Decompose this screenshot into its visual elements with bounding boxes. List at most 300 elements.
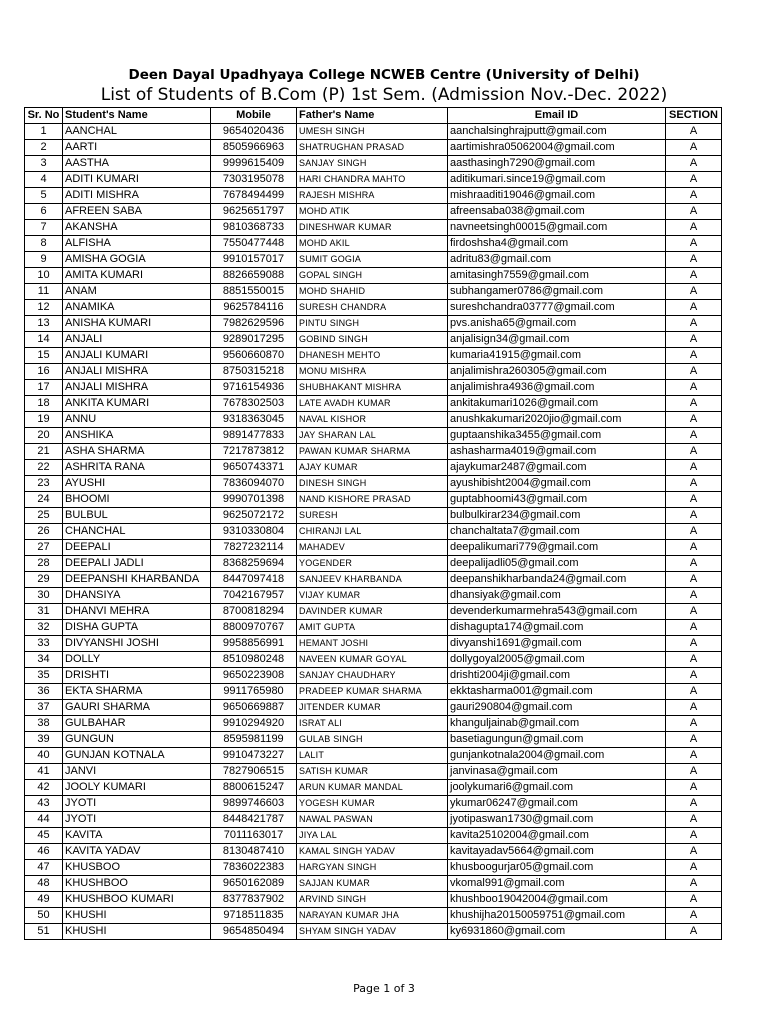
cell-section: A xyxy=(666,204,722,220)
cell-section: A xyxy=(666,284,722,300)
cell-father-name: MAHADEV xyxy=(297,540,448,556)
table-row xyxy=(25,396,722,412)
cell-father-name: SANJAY CHAUDHARY xyxy=(297,668,448,684)
cell-email: dishagupta174@gmail.com xyxy=(448,620,666,636)
cell-section: A xyxy=(666,460,722,476)
header-section: SECTION xyxy=(666,108,722,124)
cell-father-name: SANJEEV KHARBANDA xyxy=(297,572,448,588)
cell-sr-no: 27 xyxy=(25,540,63,556)
cell-email: anjalisign34@gmail.com xyxy=(448,332,666,348)
cell-father-name: NAND KISHORE PRASAD xyxy=(297,492,448,508)
cell-student-name: ANNU xyxy=(63,412,211,428)
cell-email: vkomal991@gmail.com xyxy=(448,876,666,892)
cell-mobile: 9650223908 xyxy=(211,668,297,684)
cell-section: A xyxy=(666,652,722,668)
cell-email: anushkakumari2020jio@gmail.com xyxy=(448,412,666,428)
cell-sr-no: 24 xyxy=(25,492,63,508)
cell-student-name: AFREEN SABA xyxy=(63,204,211,220)
cell-email: amitasingh7559@gmail.com xyxy=(448,268,666,284)
cell-father-name: SAJJAN KUMAR xyxy=(297,876,448,892)
cell-mobile: 8505966963 xyxy=(211,140,297,156)
cell-mobile: 7678494499 xyxy=(211,188,297,204)
cell-email: ankitakumari1026@gmail.com xyxy=(448,396,666,412)
cell-mobile: 9999615409 xyxy=(211,156,297,172)
cell-email: khusboogurjar05@gmail.com xyxy=(448,860,666,876)
cell-email: drishti2004ji@gmail.com xyxy=(448,668,666,684)
cell-student-name: AMITA KUMARI xyxy=(63,268,211,284)
cell-mobile: 8851550015 xyxy=(211,284,297,300)
cell-mobile: 7042167957 xyxy=(211,588,297,604)
cell-father-name: NAVEEN KUMAR GOYAL xyxy=(297,652,448,668)
cell-father-name: SANJAY SINGH xyxy=(297,156,448,172)
cell-student-name: KHUSBOO xyxy=(63,860,211,876)
cell-student-name: BHOOMI xyxy=(63,492,211,508)
cell-section: A xyxy=(666,700,722,716)
table-row xyxy=(25,460,722,476)
cell-father-name: KAMAL SINGH YADAV xyxy=(297,844,448,860)
cell-section: A xyxy=(666,588,722,604)
cell-student-name: KHUSHBOO xyxy=(63,876,211,892)
cell-section: A xyxy=(666,636,722,652)
cell-sr-no: 10 xyxy=(25,268,63,284)
cell-student-name: AARTI xyxy=(63,140,211,156)
cell-sr-no: 25 xyxy=(25,508,63,524)
cell-father-name: ARVIND SINGH xyxy=(297,892,448,908)
cell-sr-no: 4 xyxy=(25,172,63,188)
cell-father-name: JITENDER KUMAR xyxy=(297,700,448,716)
cell-mobile: 9990701398 xyxy=(211,492,297,508)
cell-student-name: ANJALI xyxy=(63,332,211,348)
cell-sr-no: 11 xyxy=(25,284,63,300)
cell-student-name: DIVYANSHI JOSHI xyxy=(63,636,211,652)
cell-email: ashasharma4019@gmail.com xyxy=(448,444,666,460)
cell-student-name: DISHA GUPTA xyxy=(63,620,211,636)
cell-email: deepalijadli05@gmail.com xyxy=(448,556,666,572)
cell-student-name: ANSHIKA xyxy=(63,428,211,444)
cell-father-name: JAY SHARAN LAL xyxy=(297,428,448,444)
table-row xyxy=(25,268,722,284)
cell-mobile: 9899746603 xyxy=(211,796,297,812)
cell-student-name: KHUSHBOO KUMARI xyxy=(63,892,211,908)
cell-sr-no: 51 xyxy=(25,924,63,940)
cell-father-name: SHATRUGHAN PRASAD xyxy=(297,140,448,156)
cell-student-name: JOOLY KUMARI xyxy=(63,780,211,796)
cell-father-name: GOBIND SINGH xyxy=(297,332,448,348)
table-row xyxy=(25,476,722,492)
cell-email: navneetsingh00015@gmail.com xyxy=(448,220,666,236)
cell-email: divyanshi1691@gmail.com xyxy=(448,636,666,652)
cell-email: adritu83@gmail.com xyxy=(448,252,666,268)
cell-sr-no: 36 xyxy=(25,684,63,700)
cell-section: A xyxy=(666,572,722,588)
cell-email: joolykumari6@gmail.com xyxy=(448,780,666,796)
cell-father-name: VIJAY KUMAR xyxy=(297,588,448,604)
table-row xyxy=(25,156,722,172)
cell-father-name: SATISH KUMAR xyxy=(297,764,448,780)
table-row xyxy=(25,540,722,556)
cell-sr-no: 9 xyxy=(25,252,63,268)
cell-mobile: 9560660870 xyxy=(211,348,297,364)
cell-email: aditikumari.since19@gmail.com xyxy=(448,172,666,188)
cell-student-name: DEEPANSHI KHARBANDA xyxy=(63,572,211,588)
cell-section: A xyxy=(666,908,722,924)
cell-email: pvs.anisha65@gmail.com xyxy=(448,316,666,332)
cell-section: A xyxy=(666,748,722,764)
cell-mobile: 8595981199 xyxy=(211,732,297,748)
cell-father-name: YOGENDER xyxy=(297,556,448,572)
cell-father-name: PINTU SINGH xyxy=(297,316,448,332)
cell-student-name: JANVI xyxy=(63,764,211,780)
table-row xyxy=(25,220,722,236)
table-row xyxy=(25,604,722,620)
cell-email: kavitayadav5664@gmail.com xyxy=(448,844,666,860)
cell-mobile: 7678302503 xyxy=(211,396,297,412)
cell-email: guptabhoomi43@gmail.com xyxy=(448,492,666,508)
cell-student-name: ANJALI MISHRA xyxy=(63,364,211,380)
cell-email: sureshchandra03777@gmail.com xyxy=(448,300,666,316)
cell-mobile: 8800615247 xyxy=(211,780,297,796)
cell-father-name: YOGESH KUMAR xyxy=(297,796,448,812)
cell-father-name: DAVINDER KUMAR xyxy=(297,604,448,620)
cell-student-name: ANJALI MISHRA xyxy=(63,380,211,396)
cell-student-name: AASTHA xyxy=(63,156,211,172)
cell-section: A xyxy=(666,124,722,140)
cell-section: A xyxy=(666,540,722,556)
cell-student-name: AANCHAL xyxy=(63,124,211,140)
cell-mobile: 9718511835 xyxy=(211,908,297,924)
cell-father-name: CHIRANJI LAL xyxy=(297,524,448,540)
cell-student-name: KHUSHI xyxy=(63,908,211,924)
cell-sr-no: 5 xyxy=(25,188,63,204)
cell-father-name: SHUBHAKANT MISHRA xyxy=(297,380,448,396)
cell-student-name: ASHRITA RANA xyxy=(63,460,211,476)
cell-father-name: DHANESH MEHTO xyxy=(297,348,448,364)
student-table xyxy=(24,107,722,940)
cell-sr-no: 14 xyxy=(25,332,63,348)
cell-mobile: 7550477448 xyxy=(211,236,297,252)
cell-student-name: DEEPALI JADLI xyxy=(63,556,211,572)
cell-mobile: 9910294920 xyxy=(211,716,297,732)
cell-sr-no: 22 xyxy=(25,460,63,476)
cell-section: A xyxy=(666,188,722,204)
cell-section: A xyxy=(666,492,722,508)
cell-mobile: 7982629596 xyxy=(211,316,297,332)
table-row xyxy=(25,748,722,764)
cell-section: A xyxy=(666,236,722,252)
cell-section: A xyxy=(666,732,722,748)
cell-section: A xyxy=(666,764,722,780)
cell-father-name: PRADEEP KUMAR SHARMA xyxy=(297,684,448,700)
cell-email: khanguljainab@gmail.com xyxy=(448,716,666,732)
cell-student-name: GULBAHAR xyxy=(63,716,211,732)
header-mobile: Mobile xyxy=(211,108,297,124)
cell-father-name: DINESH SINGH xyxy=(297,476,448,492)
cell-section: A xyxy=(666,556,722,572)
table-row xyxy=(25,636,722,652)
cell-section: A xyxy=(666,668,722,684)
cell-mobile: 7827906515 xyxy=(211,764,297,780)
cell-mobile: 9650743371 xyxy=(211,460,297,476)
cell-mobile: 7836022383 xyxy=(211,860,297,876)
cell-section: A xyxy=(666,428,722,444)
cell-mobile: 9289017295 xyxy=(211,332,297,348)
cell-father-name: MOHD AKIL xyxy=(297,236,448,252)
cell-mobile: 9650162089 xyxy=(211,876,297,892)
table-row xyxy=(25,524,722,540)
table-row xyxy=(25,620,722,636)
cell-father-name: HEMANT JOSHI xyxy=(297,636,448,652)
table-row xyxy=(25,764,722,780)
cell-mobile: 9654020436 xyxy=(211,124,297,140)
cell-mobile: 8368259694 xyxy=(211,556,297,572)
table-row xyxy=(25,188,722,204)
table-row xyxy=(25,316,722,332)
cell-student-name: JYOTI xyxy=(63,796,211,812)
cell-email: deepalikumari779@gmail.com xyxy=(448,540,666,556)
cell-section: A xyxy=(666,620,722,636)
cell-sr-no: 13 xyxy=(25,316,63,332)
cell-sr-no: 21 xyxy=(25,444,63,460)
cell-student-name: ANJALI KUMARI xyxy=(63,348,211,364)
cell-mobile: 9625784116 xyxy=(211,300,297,316)
cell-email: guptaanshika3455@gmail.com xyxy=(448,428,666,444)
cell-father-name: JIYA LAL xyxy=(297,828,448,844)
cell-sr-no: 17 xyxy=(25,380,63,396)
cell-mobile: 9654850494 xyxy=(211,924,297,940)
cell-email: basetiagungun@gmail.com xyxy=(448,732,666,748)
cell-mobile: 9625072172 xyxy=(211,508,297,524)
table-row xyxy=(25,652,722,668)
cell-sr-no: 39 xyxy=(25,732,63,748)
cell-email: mishraaditi19046@gmail.com xyxy=(448,188,666,204)
cell-sr-no: 38 xyxy=(25,716,63,732)
cell-mobile: 8800970767 xyxy=(211,620,297,636)
cell-mobile: 8448421787 xyxy=(211,812,297,828)
cell-mobile: 7836094070 xyxy=(211,476,297,492)
cell-father-name: ISRAT ALI xyxy=(297,716,448,732)
cell-student-name: ALFISHA xyxy=(63,236,211,252)
table-row xyxy=(25,204,722,220)
cell-student-name: GAURI SHARMA xyxy=(63,700,211,716)
cell-mobile: 9318363045 xyxy=(211,412,297,428)
cell-email: subhangamer0786@gmail.com xyxy=(448,284,666,300)
header-student-name: Student's Name xyxy=(63,108,211,124)
cell-section: A xyxy=(666,828,722,844)
page-number: Page 1 of 3 xyxy=(353,982,415,995)
cell-sr-no: 49 xyxy=(25,892,63,908)
cell-father-name: SURESH xyxy=(297,508,448,524)
cell-mobile: 8447097418 xyxy=(211,572,297,588)
cell-father-name: AJAY KUMAR xyxy=(297,460,448,476)
cell-father-name: LALIT xyxy=(297,748,448,764)
cell-section: A xyxy=(666,508,722,524)
cell-section: A xyxy=(666,844,722,860)
cell-mobile: 9810368733 xyxy=(211,220,297,236)
table-row xyxy=(25,492,722,508)
cell-email: aartimishra05062004@gmail.com xyxy=(448,140,666,156)
cell-sr-no: 1 xyxy=(25,124,63,140)
cell-section: A xyxy=(666,156,722,172)
cell-student-name: AYUSHI xyxy=(63,476,211,492)
cell-student-name: EKTA SHARMA xyxy=(63,684,211,700)
cell-sr-no: 37 xyxy=(25,700,63,716)
table-row xyxy=(25,812,722,828)
table-row xyxy=(25,844,722,860)
cell-sr-no: 47 xyxy=(25,860,63,876)
cell-email: janvinasa@gmail.com xyxy=(448,764,666,780)
cell-father-name: ARUN KUMAR MANDAL xyxy=(297,780,448,796)
cell-mobile: 9891477833 xyxy=(211,428,297,444)
cell-sr-no: 23 xyxy=(25,476,63,492)
cell-section: A xyxy=(666,476,722,492)
cell-email: gunjankotnala2004@gmail.com xyxy=(448,748,666,764)
cell-section: A xyxy=(666,780,722,796)
cell-mobile: 7827232114 xyxy=(211,540,297,556)
cell-father-name: MOHD ATIK xyxy=(297,204,448,220)
cell-section: A xyxy=(666,396,722,412)
cell-sr-no: 19 xyxy=(25,412,63,428)
cell-student-name: ADITI KUMARI xyxy=(63,172,211,188)
cell-section: A xyxy=(666,924,722,940)
table-row xyxy=(25,172,722,188)
cell-father-name: NARAYAN KUMAR JHA xyxy=(297,908,448,924)
cell-sr-no: 35 xyxy=(25,668,63,684)
cell-sr-no: 50 xyxy=(25,908,63,924)
cell-section: A xyxy=(666,812,722,828)
table-row xyxy=(25,892,722,908)
cell-student-name: ADITI MISHRA xyxy=(63,188,211,204)
table-row xyxy=(25,380,722,396)
cell-section: A xyxy=(666,316,722,332)
cell-student-name: DEEPALI xyxy=(63,540,211,556)
cell-mobile: 9310330804 xyxy=(211,524,297,540)
cell-sr-no: 41 xyxy=(25,764,63,780)
cell-section: A xyxy=(666,348,722,364)
cell-sr-no: 40 xyxy=(25,748,63,764)
cell-section: A xyxy=(666,332,722,348)
cell-section: A xyxy=(666,380,722,396)
cell-sr-no: 2 xyxy=(25,140,63,156)
cell-father-name: RAJESH MISHRA xyxy=(297,188,448,204)
cell-sr-no: 26 xyxy=(25,524,63,540)
table-row xyxy=(25,284,722,300)
cell-section: A xyxy=(666,892,722,908)
cell-section: A xyxy=(666,796,722,812)
cell-mobile: 9625651797 xyxy=(211,204,297,220)
cell-email: ayushibisht2004@gmail.com xyxy=(448,476,666,492)
cell-email: dhansiyak@gmail.com xyxy=(448,588,666,604)
cell-student-name: ANISHA KUMARI xyxy=(63,316,211,332)
cell-sr-no: 18 xyxy=(25,396,63,412)
cell-father-name: GOPAL SINGH xyxy=(297,268,448,284)
cell-sr-no: 15 xyxy=(25,348,63,364)
table-row xyxy=(25,908,722,924)
cell-sr-no: 30 xyxy=(25,588,63,604)
header-sr-no: Sr. No xyxy=(25,108,63,124)
cell-email: firdoshsha4@gmail.com xyxy=(448,236,666,252)
cell-mobile: 9910157017 xyxy=(211,252,297,268)
cell-student-name: ANAM xyxy=(63,284,211,300)
cell-father-name: LATE AVADH KUMAR xyxy=(297,396,448,412)
cell-mobile: 7217873812 xyxy=(211,444,297,460)
cell-email: kavita25102004@gmail.com xyxy=(448,828,666,844)
cell-student-name: ANKITA KUMARI xyxy=(63,396,211,412)
cell-mobile: 9650669887 xyxy=(211,700,297,716)
cell-student-name: BULBUL xyxy=(63,508,211,524)
cell-sr-no: 43 xyxy=(25,796,63,812)
cell-sr-no: 3 xyxy=(25,156,63,172)
cell-sr-no: 48 xyxy=(25,876,63,892)
table-row xyxy=(25,924,722,940)
cell-father-name: PAWAN KUMAR SHARMA xyxy=(297,444,448,460)
table-row xyxy=(25,876,722,892)
cell-sr-no: 45 xyxy=(25,828,63,844)
table-row xyxy=(25,412,722,428)
cell-email: afreensaba038@gmail.com xyxy=(448,204,666,220)
cell-mobile: 8130487410 xyxy=(211,844,297,860)
cell-mobile: 8510980248 xyxy=(211,652,297,668)
cell-sr-no: 29 xyxy=(25,572,63,588)
table-row xyxy=(25,716,722,732)
cell-email: khushijha20150059751@gmail.com xyxy=(448,908,666,924)
cell-section: A xyxy=(666,444,722,460)
list-title: List of Students of B.Com (P) 1st Sem. (Admission Nov.-Dec. 2022) xyxy=(100,85,668,105)
cell-email: dollygoyal2005@gmail.com xyxy=(448,652,666,668)
institution-title: Deen Dayal Upadhyaya College NCWEB Centre (University of Delhi) xyxy=(128,67,640,83)
cell-sr-no: 6 xyxy=(25,204,63,220)
cell-sr-no: 31 xyxy=(25,604,63,620)
cell-student-name: DRISHTI xyxy=(63,668,211,684)
table-row xyxy=(25,668,722,684)
cell-father-name: MOHD SHAHID xyxy=(297,284,448,300)
cell-father-name: SHYAM SINGH YADAV xyxy=(297,924,448,940)
cell-mobile: 9910473227 xyxy=(211,748,297,764)
cell-sr-no: 12 xyxy=(25,300,63,316)
cell-father-name: HARGYAN SINGH xyxy=(297,860,448,876)
table-row xyxy=(25,252,722,268)
cell-email: anjalimishra4936@gmail.com xyxy=(448,380,666,396)
table-row xyxy=(25,364,722,380)
table-row xyxy=(25,444,722,460)
table-row xyxy=(25,684,722,700)
cell-email: ky6931860@gmail.com xyxy=(448,924,666,940)
cell-section: A xyxy=(666,364,722,380)
cell-email: ajaykumar2487@gmail.com xyxy=(448,460,666,476)
cell-mobile: 7303195078 xyxy=(211,172,297,188)
cell-email: jyotipaswan1730@gmail.com xyxy=(448,812,666,828)
cell-father-name: SUMIT GOGIA xyxy=(297,252,448,268)
cell-father-name: MONU MISHRA xyxy=(297,364,448,380)
cell-mobile: 9716154936 xyxy=(211,380,297,396)
cell-father-name: UMESH SINGH xyxy=(297,124,448,140)
cell-section: A xyxy=(666,140,722,156)
cell-email: aanchalsinghrajputt@gmail.com xyxy=(448,124,666,140)
cell-sr-no: 42 xyxy=(25,780,63,796)
cell-sr-no: 7 xyxy=(25,220,63,236)
cell-sr-no: 16 xyxy=(25,364,63,380)
table-row xyxy=(25,828,722,844)
cell-student-name: DOLLY xyxy=(63,652,211,668)
cell-student-name: JYOTI xyxy=(63,812,211,828)
header-email: Email ID xyxy=(448,108,666,124)
cell-student-name: AKANSHA xyxy=(63,220,211,236)
cell-student-name: DHANSIYA xyxy=(63,588,211,604)
table-row xyxy=(25,332,722,348)
table-row xyxy=(25,348,722,364)
cell-email: khushboo19042004@gmail.com xyxy=(448,892,666,908)
cell-student-name: AMISHA GOGIA xyxy=(63,252,211,268)
cell-email: anjalimishra260305@gmail.com xyxy=(448,364,666,380)
